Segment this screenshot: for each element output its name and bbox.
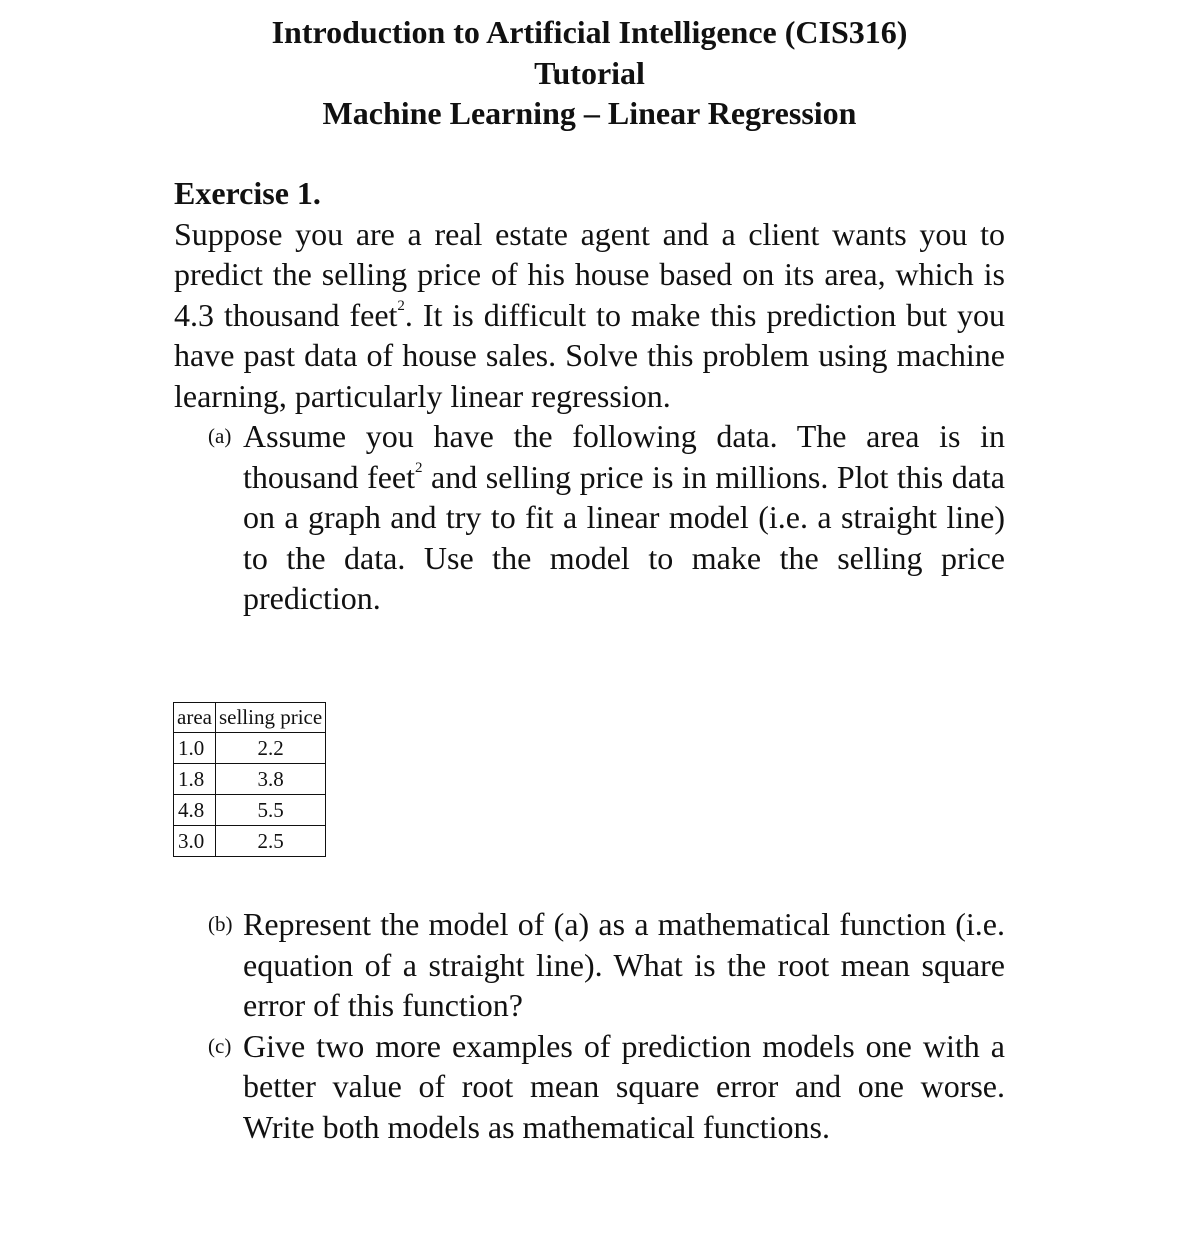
item-b	[174, 904, 1005, 1026]
item-c-label: (c)	[208, 1033, 232, 1058]
item-b-text: Represent the model of (a) as a mathematical function (i.e. equation of a straight line). What is the root mean square error of this function?	[243, 906, 1005, 1023]
exercise-body-continued	[174, 904, 1005, 1147]
item-a-text-1: Assume you have the following data. The area is in thousand feet	[243, 418, 1005, 495]
data-table-wrapper	[173, 702, 326, 857]
exercise-body	[174, 173, 1005, 619]
table-row	[174, 733, 326, 764]
exercise-intro	[174, 214, 1005, 417]
item-a-text-2: and selling price is in millions. Plot this data on a graph and try to fit a linear model (i.e. a straight line) to the data. Use the model to make the selling price prediction.	[243, 458, 1006, 616]
data-table	[173, 702, 326, 857]
item-a-superscript: 2	[415, 459, 423, 476]
intro-text-1: Suppose you are a real estate agent and a client wants you to predict the selling price of his house based on its area, which is 4.3 thousand feet	[174, 215, 1005, 333]
table-cell-area: 1.0	[174, 733, 216, 764]
table-header-area: area	[174, 703, 216, 733]
table-header-row	[174, 703, 326, 733]
document-type: Tutorial	[534, 54, 645, 91]
table-cell-area: 3.0	[174, 826, 216, 857]
table-cell-area: 1.8	[174, 764, 216, 795]
table-cell-area: 4.8	[174, 795, 216, 826]
intro-text-2: . It is difficult to make this prediction but you have past data of house sales. Solve this problem using machine learning, particularly linear regression.	[174, 296, 1006, 414]
table-cell-price: 3.8	[215, 764, 325, 795]
table-row	[174, 826, 326, 857]
item-b-label: (b)	[208, 912, 233, 936]
table-header-price: selling price	[215, 703, 325, 733]
table-cell-price: 5.5	[215, 795, 325, 826]
table-row	[174, 795, 326, 826]
item-c	[174, 1026, 1005, 1148]
table-cell-price: 2.5	[215, 826, 325, 857]
exercise-title: Exercise 1.	[174, 175, 321, 211]
course-title: Introduction to Artificial Intelligence (CIS316)	[271, 14, 908, 50]
intro-superscript: 2	[397, 297, 405, 314]
table-cell-price: 2.2	[215, 733, 325, 764]
item-a	[174, 416, 1005, 619]
document-header	[0, 12, 1179, 134]
item-a-label: (a)	[208, 424, 232, 448]
topic-title: Machine Learning – Linear Regression	[322, 95, 857, 131]
item-c-text: Give two more examples of prediction models one with a better value of root mean square error and one worse. Write both models as mathematical functions.	[243, 1027, 1005, 1145]
table-row	[174, 764, 326, 795]
